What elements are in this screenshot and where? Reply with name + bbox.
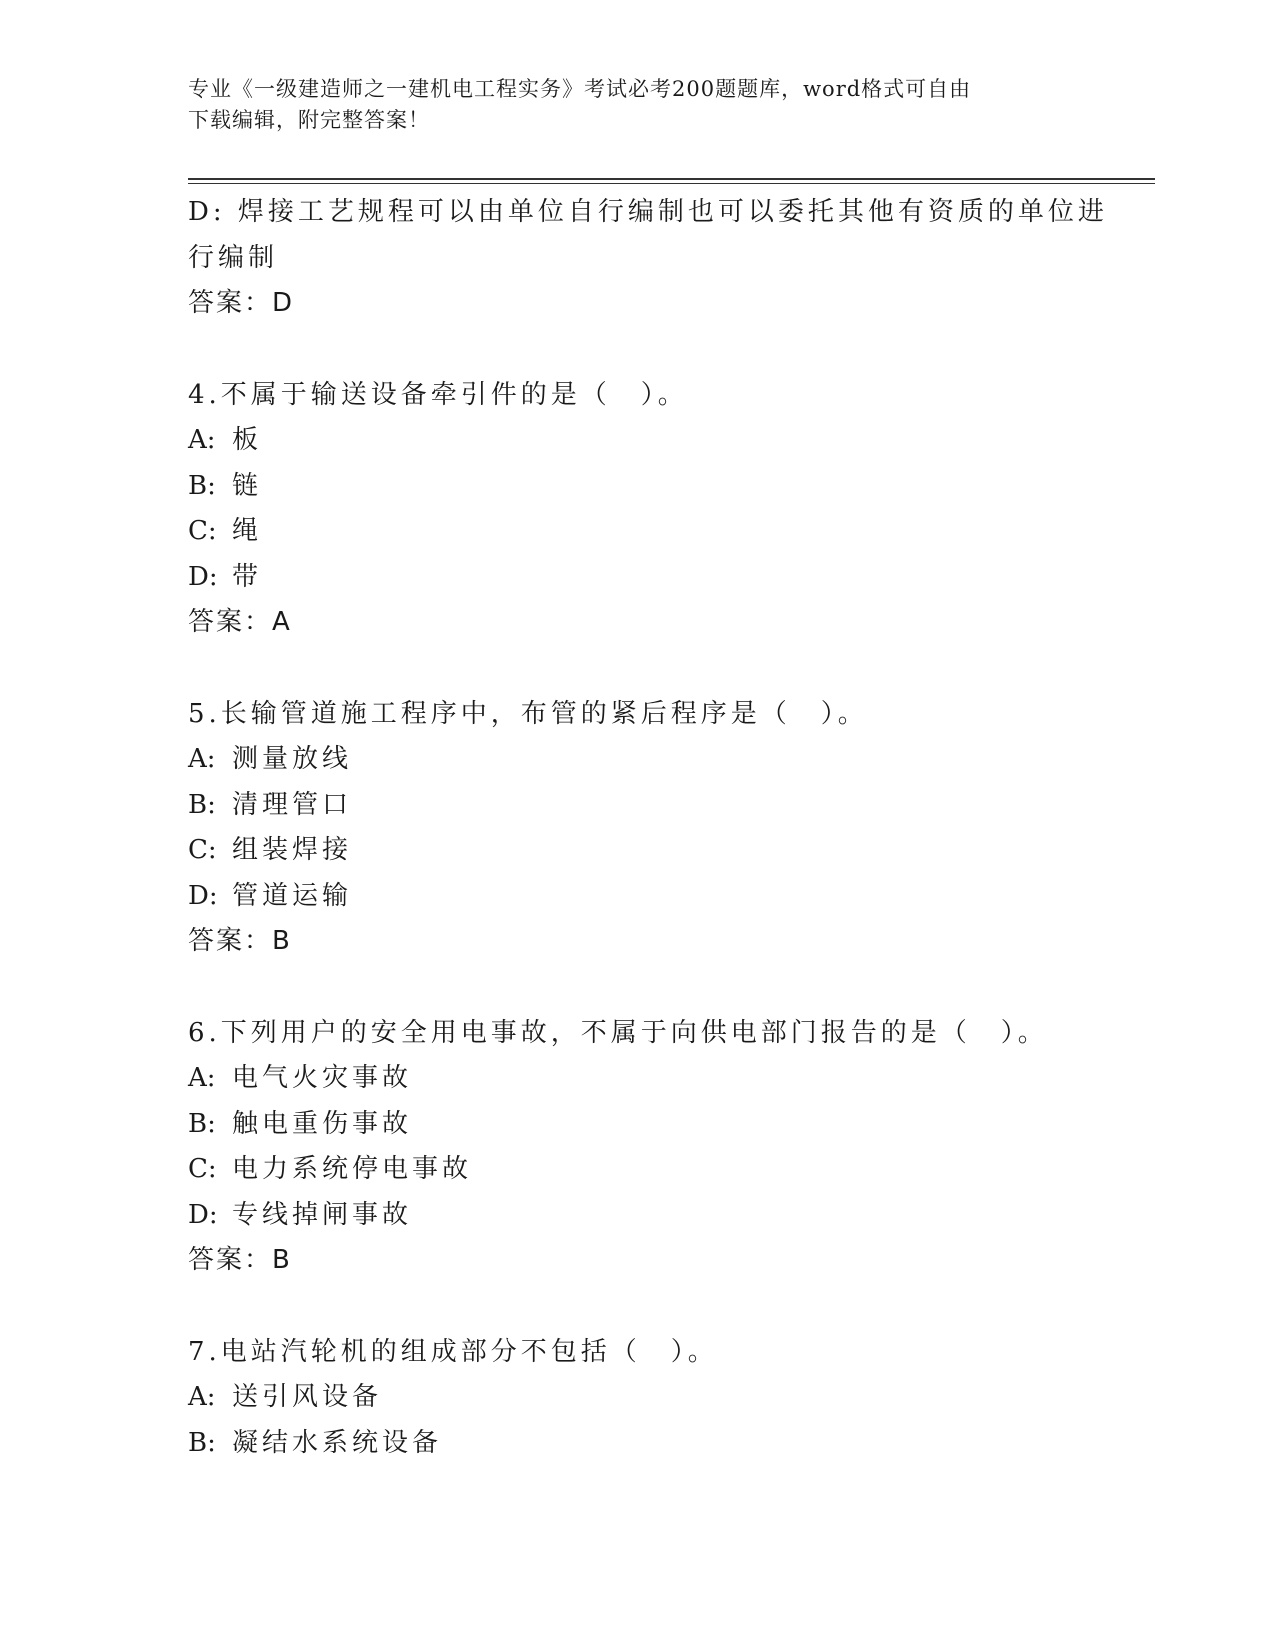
option-a xyxy=(188,1056,1088,1102)
option-text: 清理管口 xyxy=(232,789,353,820)
option-letter: B: xyxy=(188,1427,216,1458)
option-letter: C: xyxy=(188,516,217,546)
answer-line: 答案：D xyxy=(188,288,295,318)
spacer xyxy=(188,965,1088,1011)
option-letter: B: xyxy=(188,789,216,820)
option-b xyxy=(188,1421,1088,1467)
option-a xyxy=(188,418,1088,464)
option-text: 板 xyxy=(232,425,263,455)
option-letter: C: xyxy=(188,835,217,865)
option-b xyxy=(188,783,1088,829)
option-d xyxy=(188,1193,1088,1239)
option-letter: C: xyxy=(188,1154,217,1184)
answer-line: 答案：B xyxy=(188,926,292,956)
option-letter: B: xyxy=(188,1108,216,1139)
question-stem: 4.不属于输送设备牵引件的是（ ）。 xyxy=(188,379,688,410)
option-c xyxy=(188,1147,1088,1193)
option-b xyxy=(188,1102,1088,1148)
document-header xyxy=(188,74,1068,136)
option-letter: D: xyxy=(188,561,218,592)
option-letter: D: xyxy=(188,1199,218,1230)
option-c xyxy=(188,828,1088,874)
header-divider-thick xyxy=(188,178,1155,180)
header-divider-thin xyxy=(188,183,1155,184)
question-5 xyxy=(188,692,1088,965)
option-a xyxy=(188,737,1088,783)
option-d xyxy=(188,874,1088,920)
spacer xyxy=(188,327,1088,373)
header-line-1: 专业《一级建造师之一建机电工程实务》考试必考200题题库，word格式可自由 xyxy=(188,77,972,101)
question-stem: 6.下列用户的安全用电事故，不属于向供电部门报告的是（ ）。 xyxy=(188,1017,1048,1048)
option-text: 电力系统停电事故 xyxy=(232,1154,473,1184)
answer-line: 答案：A xyxy=(188,607,292,637)
option-text: 测量放线 xyxy=(232,744,353,774)
question-4 xyxy=(188,373,1088,646)
option-letter: A: xyxy=(188,425,216,455)
option-text: 管道运输 xyxy=(232,880,353,911)
option-letter: A: xyxy=(188,1063,216,1093)
option-text: 组装焊接 xyxy=(232,835,353,865)
question-stem: 5.长输管道施工程序中，布管的紧后程序是（ ）。 xyxy=(188,698,868,729)
option-a xyxy=(188,1375,1088,1421)
option-text: 带 xyxy=(232,561,263,592)
option-letter: D: xyxy=(188,880,218,911)
option-letter: A: xyxy=(188,1382,216,1412)
question-6 xyxy=(188,1011,1088,1284)
header-line-2: 下载编辑，附完整答案！ xyxy=(188,108,430,132)
option-c xyxy=(188,509,1088,555)
spacer xyxy=(188,646,1088,692)
question-list xyxy=(188,190,1108,1466)
option-text: 送引风设备 xyxy=(232,1382,383,1412)
question-stem: 7.电站汽轮机的组成部分不包括（ ）。 xyxy=(188,1336,718,1367)
option-text: 凝结水系统设备 xyxy=(232,1427,443,1458)
option-d xyxy=(188,555,1088,601)
option-letter: B: xyxy=(188,470,216,501)
option-letter: A: xyxy=(188,744,216,774)
option-text: 电气火灾事故 xyxy=(232,1063,413,1093)
spacer xyxy=(188,1284,1088,1330)
option-d-line-1: D: 焊接工艺规程可以由单位自行编制也可以委托其他有资质的单位进 xyxy=(188,197,1108,227)
option-text: 专线掉闸事故 xyxy=(232,1199,413,1230)
question-7 xyxy=(188,1330,1088,1467)
option-b xyxy=(188,464,1088,510)
option-text: 触电重伤事故 xyxy=(232,1108,413,1139)
question-3-tail xyxy=(188,190,1108,327)
option-text: 链 xyxy=(232,470,263,501)
answer-line: 答案：B xyxy=(188,1245,292,1275)
option-d-line-2: 行编制 xyxy=(188,242,279,273)
option-text: 绳 xyxy=(232,516,263,546)
